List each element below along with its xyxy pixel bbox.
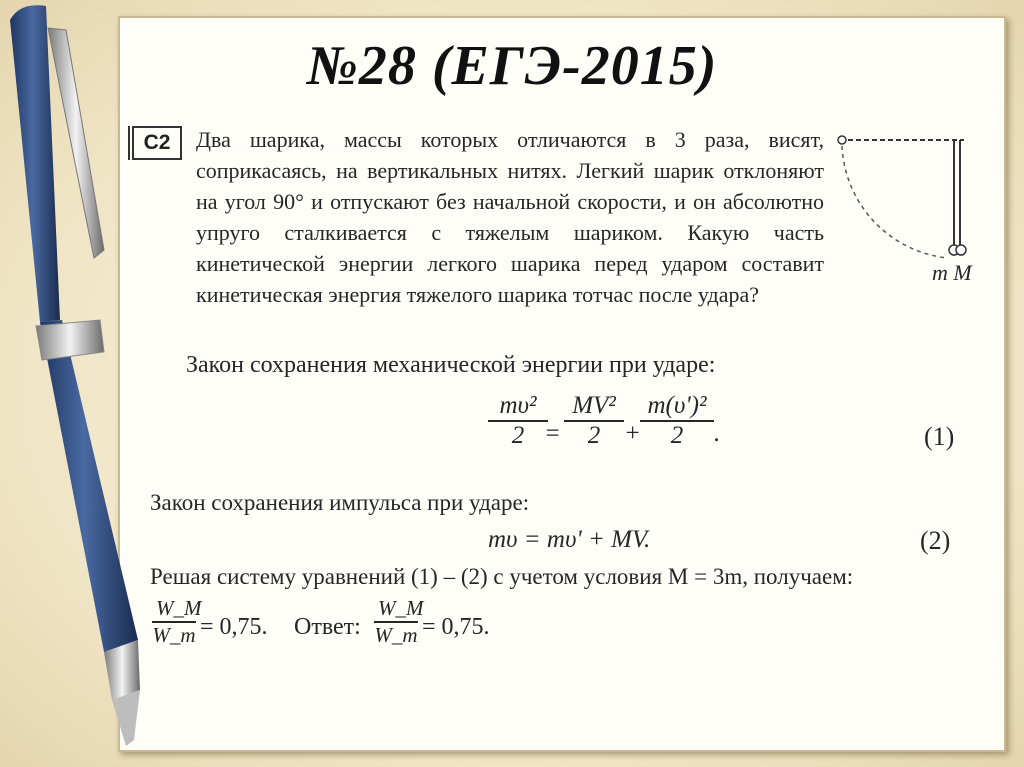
eq1-lhs-fraction [488, 392, 548, 450]
eq1-period: . [714, 420, 721, 447]
answer-fraction [374, 596, 424, 648]
result-numerator: W_M [156, 596, 202, 620]
eq1-term1-numerator: MV² [572, 392, 616, 419]
answer-value: = 0,75. [422, 614, 490, 640]
problem-badge: C2 [132, 126, 182, 160]
slide-title: №28 (ЕГЭ-2015) [306, 35, 718, 97]
eq1-term2-numerator: m(υ')² [647, 392, 707, 419]
result-denominator: W_m [152, 623, 196, 647]
answer-denominator: W_m [374, 623, 418, 647]
problem-text [196, 124, 824, 310]
eq1-term1-fraction [564, 392, 624, 450]
eq1-term2-denominator: 2 [670, 422, 684, 449]
eq1-term2-fraction [640, 392, 714, 450]
eq1-plus: + [624, 420, 641, 447]
figure-label: m M [932, 260, 972, 285]
solving-line: Решая систему уравнений (1) – (2) с учетом условия M = 3m, получаем: [150, 564, 854, 589]
problem-statement: Два шарика, массы которых отличаются в 3 раза, висят, соприкасаясь, на вертикальных нитях. Легкий шарик отклоняют на угол 90° и отпускают без начальной скорости, и он абсолютно упруго сталкивается с тяжелым шариком. Какую часть кинетической энергии легкого шарика перед ударом составит кинетическая энергия тяжелого шарика тотчас после удара? [196, 127, 824, 307]
eq1-number: (1) [924, 422, 955, 451]
result-fraction [152, 596, 202, 648]
answer-numerator: W_M [378, 596, 424, 620]
eq2-number: (2) [920, 526, 951, 555]
eq1-term1-denominator: 2 [587, 422, 601, 449]
eq1-lhs-numerator: mυ² [499, 392, 537, 419]
energy-law-heading: Закон сохранения механической энергии при ударе: [186, 352, 716, 378]
equation-2: mυ = mυ' + MV. [488, 526, 651, 553]
answer-label: Ответ: [294, 614, 361, 640]
pen-image [0, 0, 150, 767]
eq1-lhs-denominator: 2 [511, 422, 525, 449]
result-value: = 0,75. [200, 614, 268, 640]
momentum-law-heading: Закон сохранения импульса при ударе: [150, 490, 530, 515]
eq1-equals: = [544, 420, 561, 447]
pendulum-figure [836, 128, 986, 288]
